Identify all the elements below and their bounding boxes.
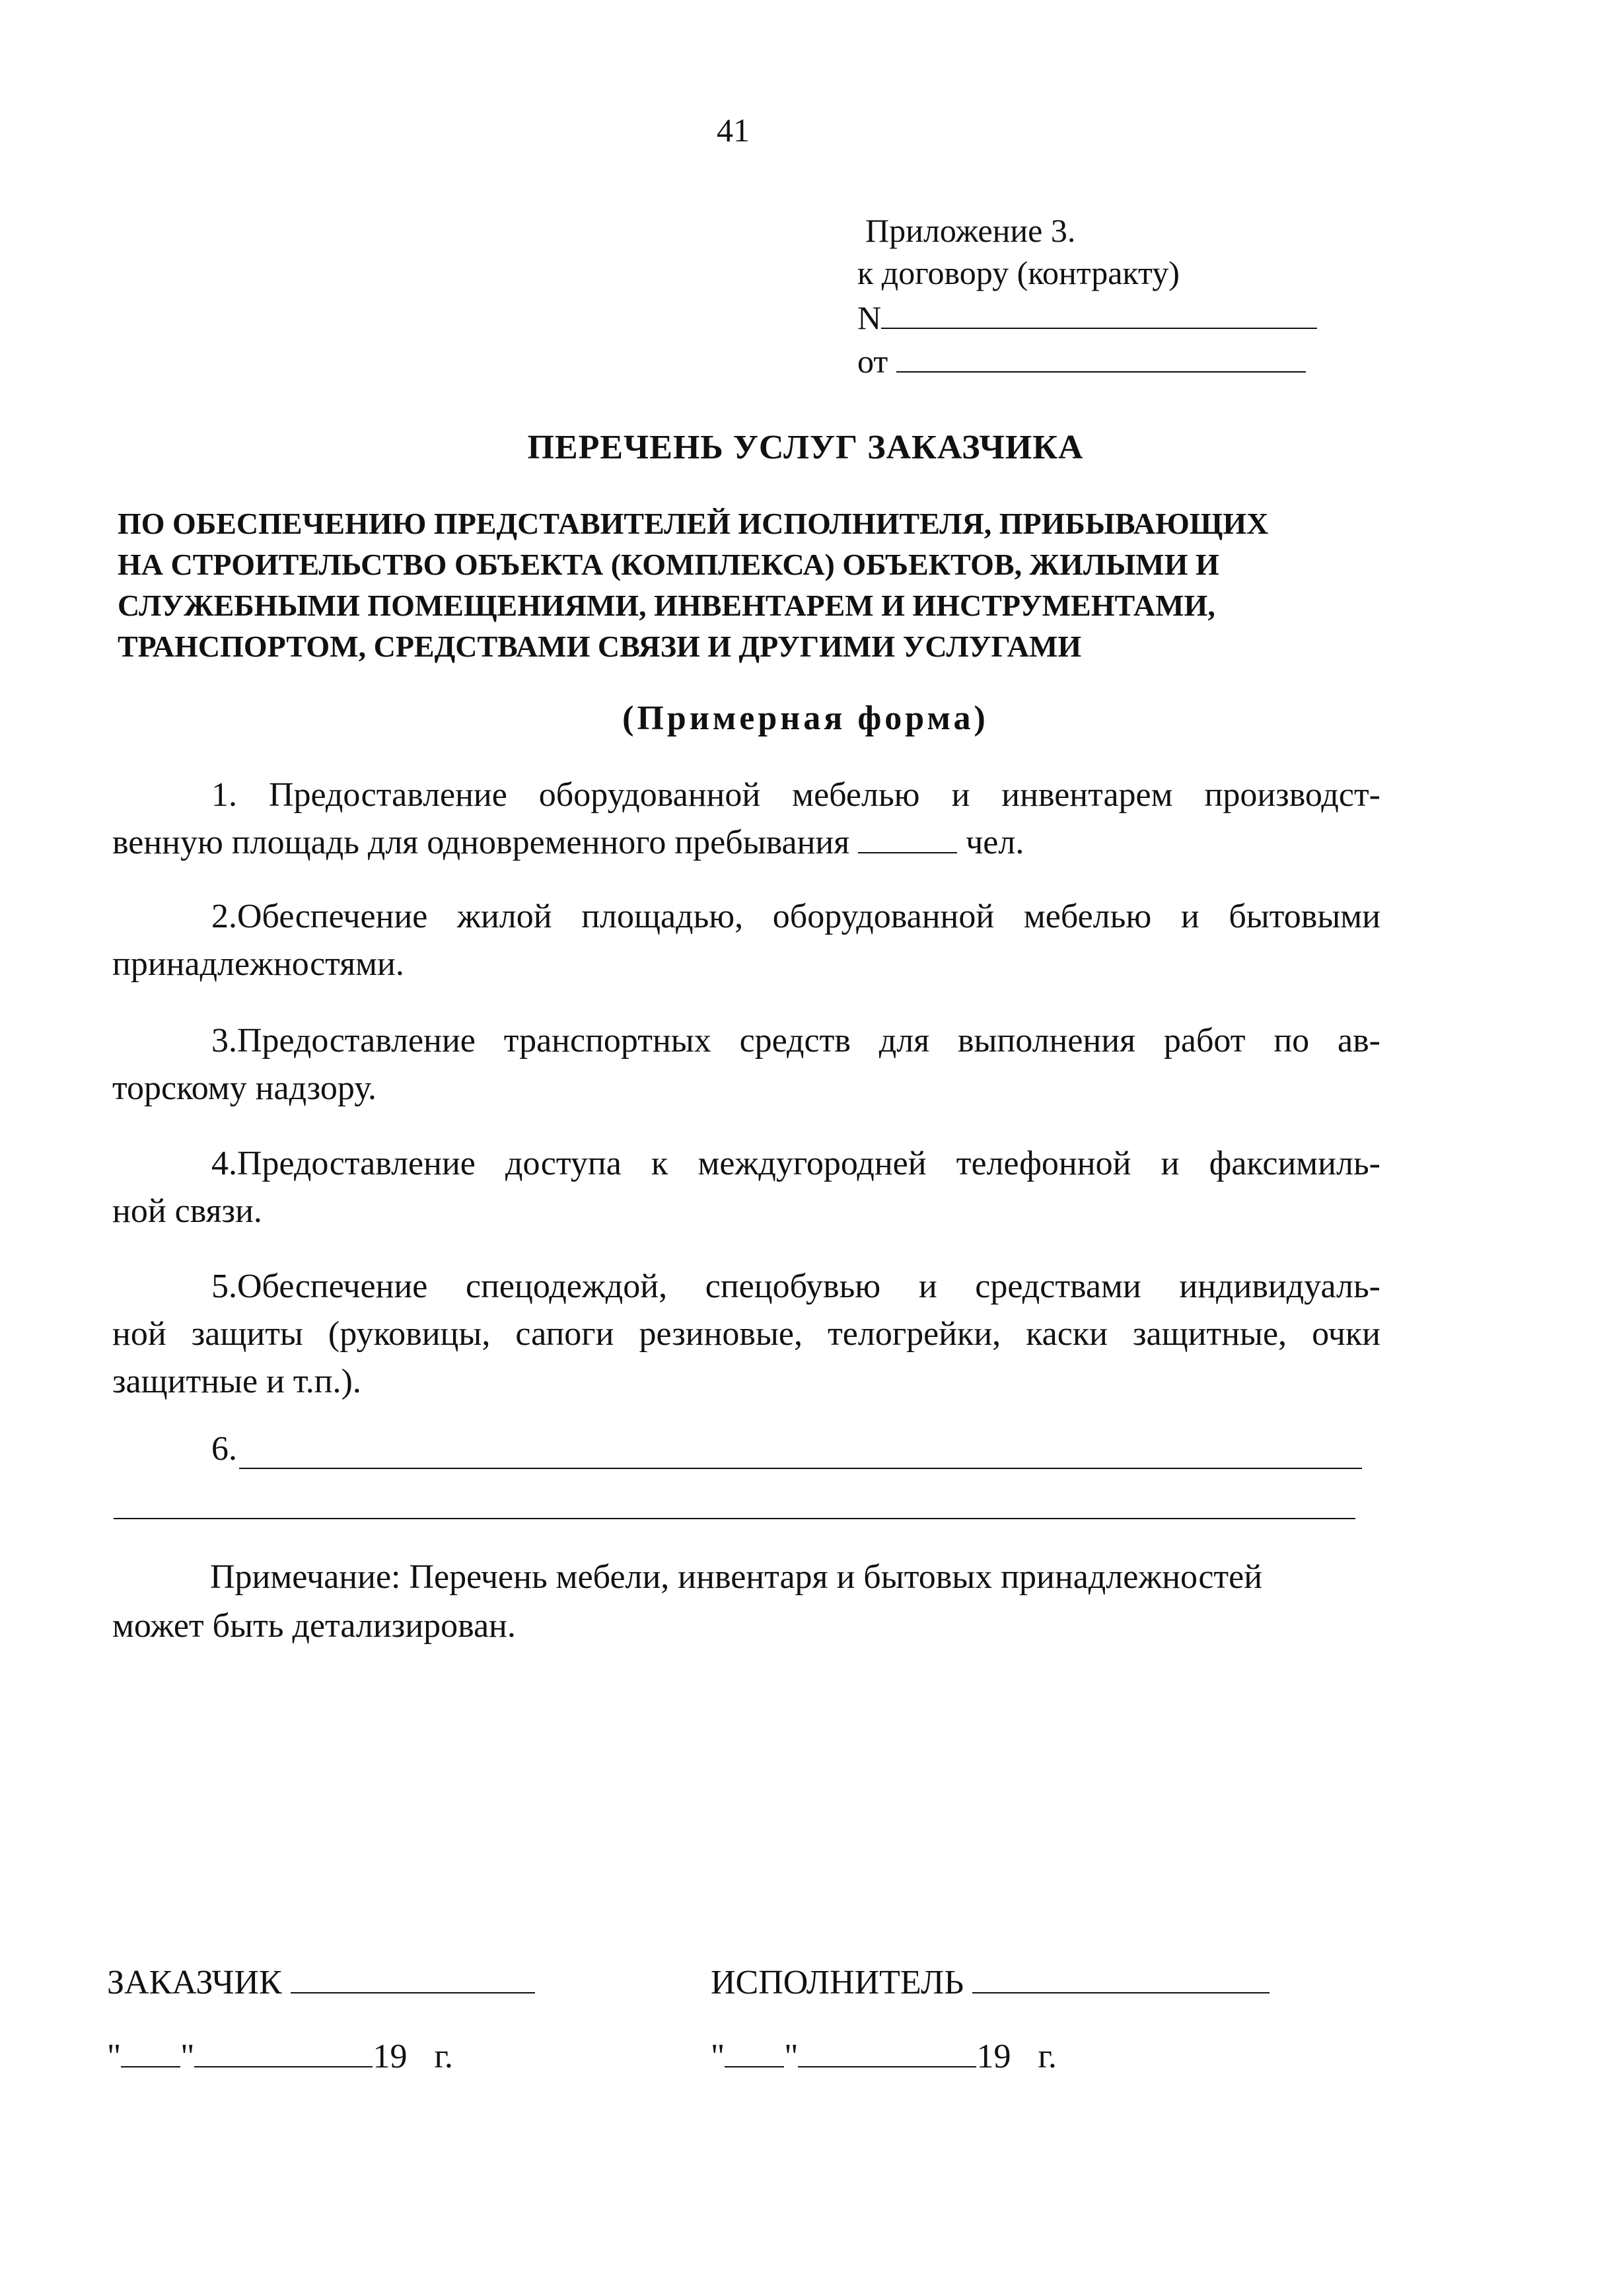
document-title: ПЕРЕЧЕНЬ УСЛУГ ЗАКАЗЧИКА (527, 429, 1084, 466)
contractor-signature-blank (972, 1963, 1270, 1993)
appendix-date-row (857, 341, 1306, 382)
customer-month-blank (194, 2037, 373, 2067)
contractor-day-blank (725, 2037, 784, 2067)
appendix-contract-ref: к договору (контракту) (857, 254, 1180, 291)
list-item-6-label: 6. (211, 1430, 237, 1468)
list-item-text: принадлежностями. (112, 945, 404, 983)
list-item-text: чел. (957, 824, 1024, 861)
customer-day-blank (121, 2037, 180, 2067)
list-item-text: 5.Обеспечение спецодеждой, спецобувью и средствами индивидуаль- (211, 1268, 1380, 1305)
list-item-text: ной связи. (112, 1192, 262, 1230)
appendix-number-blank (881, 300, 1317, 329)
page-number: 41 (717, 112, 750, 149)
customer-label: ЗАКАЗЧИК (107, 1964, 282, 2001)
document-subtitle (118, 503, 1268, 667)
subtitle-line: ТРАНСПОРТОМ, СРЕДСТВАМИ СВЯЗИ И ДРУГИМИ УСЛУГАМИ (118, 629, 1082, 663)
appendix-number-row (857, 297, 1317, 339)
note-line: Примечание: Перечень мебели, инвентаря и бытовых принадлежностей (210, 1558, 1263, 1596)
list-item-text: 1. Предоставление оборудованной мебелью и инвентарем производст- (211, 776, 1380, 814)
quote-mark: " (180, 2038, 195, 2075)
list-item-text: защитные и т.п.). (112, 1363, 361, 1400)
subtitle-line: СЛУЖЕБНЫМИ ПОМЕЩЕНИЯМИ, ИНВЕНТАРЕМ И ИНСТРУМЕНТАМИ, (118, 589, 1215, 622)
list-item-text: ной защиты (руковицы, сапоги резиновые, телогрейки, каски защитные, очки (112, 1315, 1380, 1353)
year-prefix: 19 (373, 2038, 408, 2075)
year-unit: г. (1038, 2038, 1057, 2075)
contractor-date-row (711, 2037, 1057, 2074)
year-prefix: 19 (976, 2038, 1011, 2075)
form-label: (Примерная форма) (622, 700, 989, 737)
list-item-1 (112, 771, 1380, 867)
note-line: может быть детализирован. (112, 1607, 516, 1645)
list-item-text: торскому надзору. (112, 1069, 377, 1107)
appendix-title: Приложение 3. (865, 212, 1076, 249)
list-item-text: 2.Обеспечение жилой площадью, оборудованной мебелью и бытовыми (211, 898, 1380, 935)
list-item-text: 4.Предоставление доступа к междугородней телефонной и факсимиль- (211, 1145, 1380, 1182)
subtitle-line: НА СТРОИТЕЛЬСТВО ОБЪЕКТА (КОМПЛЕКСА) ОБЪЕКТОВ, ЖИЛЫМИ И (118, 548, 1219, 581)
list-item-3 (112, 1017, 1380, 1112)
list-item-4 (112, 1140, 1380, 1235)
appendix-number-label: N (857, 299, 882, 336)
people-count-blank (858, 823, 957, 853)
list-item-6-blank-continuation (114, 1518, 1355, 1519)
list-item-text: 3.Предоставление транспортных средств для выполнения работ по ав- (211, 1022, 1380, 1059)
list-item-text: венную площадь для одновременного пребывания (112, 824, 859, 861)
customer-signature-blank (291, 1963, 535, 1993)
quote-mark: " (107, 2038, 122, 2075)
appendix-date-blank (896, 343, 1306, 373)
year-unit: г. (434, 2038, 453, 2075)
contractor-signature-row (711, 1963, 1270, 2000)
customer-signature-row (107, 1963, 535, 2000)
subtitle-line: ПО ОБЕСПЕЧЕНИЮ ПРЕДСТАВИТЕЛЕЙ ИСПОЛНИТЕЛЯ, ПРИБЫВАЮЩИХ (118, 507, 1269, 540)
appendix-date-label: от (857, 343, 888, 380)
customer-date-row (107, 2037, 453, 2074)
list-item-2 (112, 893, 1380, 988)
list-item-5 (112, 1263, 1380, 1406)
quote-mark: " (784, 2038, 799, 2075)
list-item-6-blank (239, 1468, 1362, 1469)
contractor-month-blank (798, 2037, 976, 2067)
contractor-label: ИСПОЛНИТЕЛЬ (711, 1964, 964, 2001)
quote-mark: " (711, 2038, 725, 2075)
